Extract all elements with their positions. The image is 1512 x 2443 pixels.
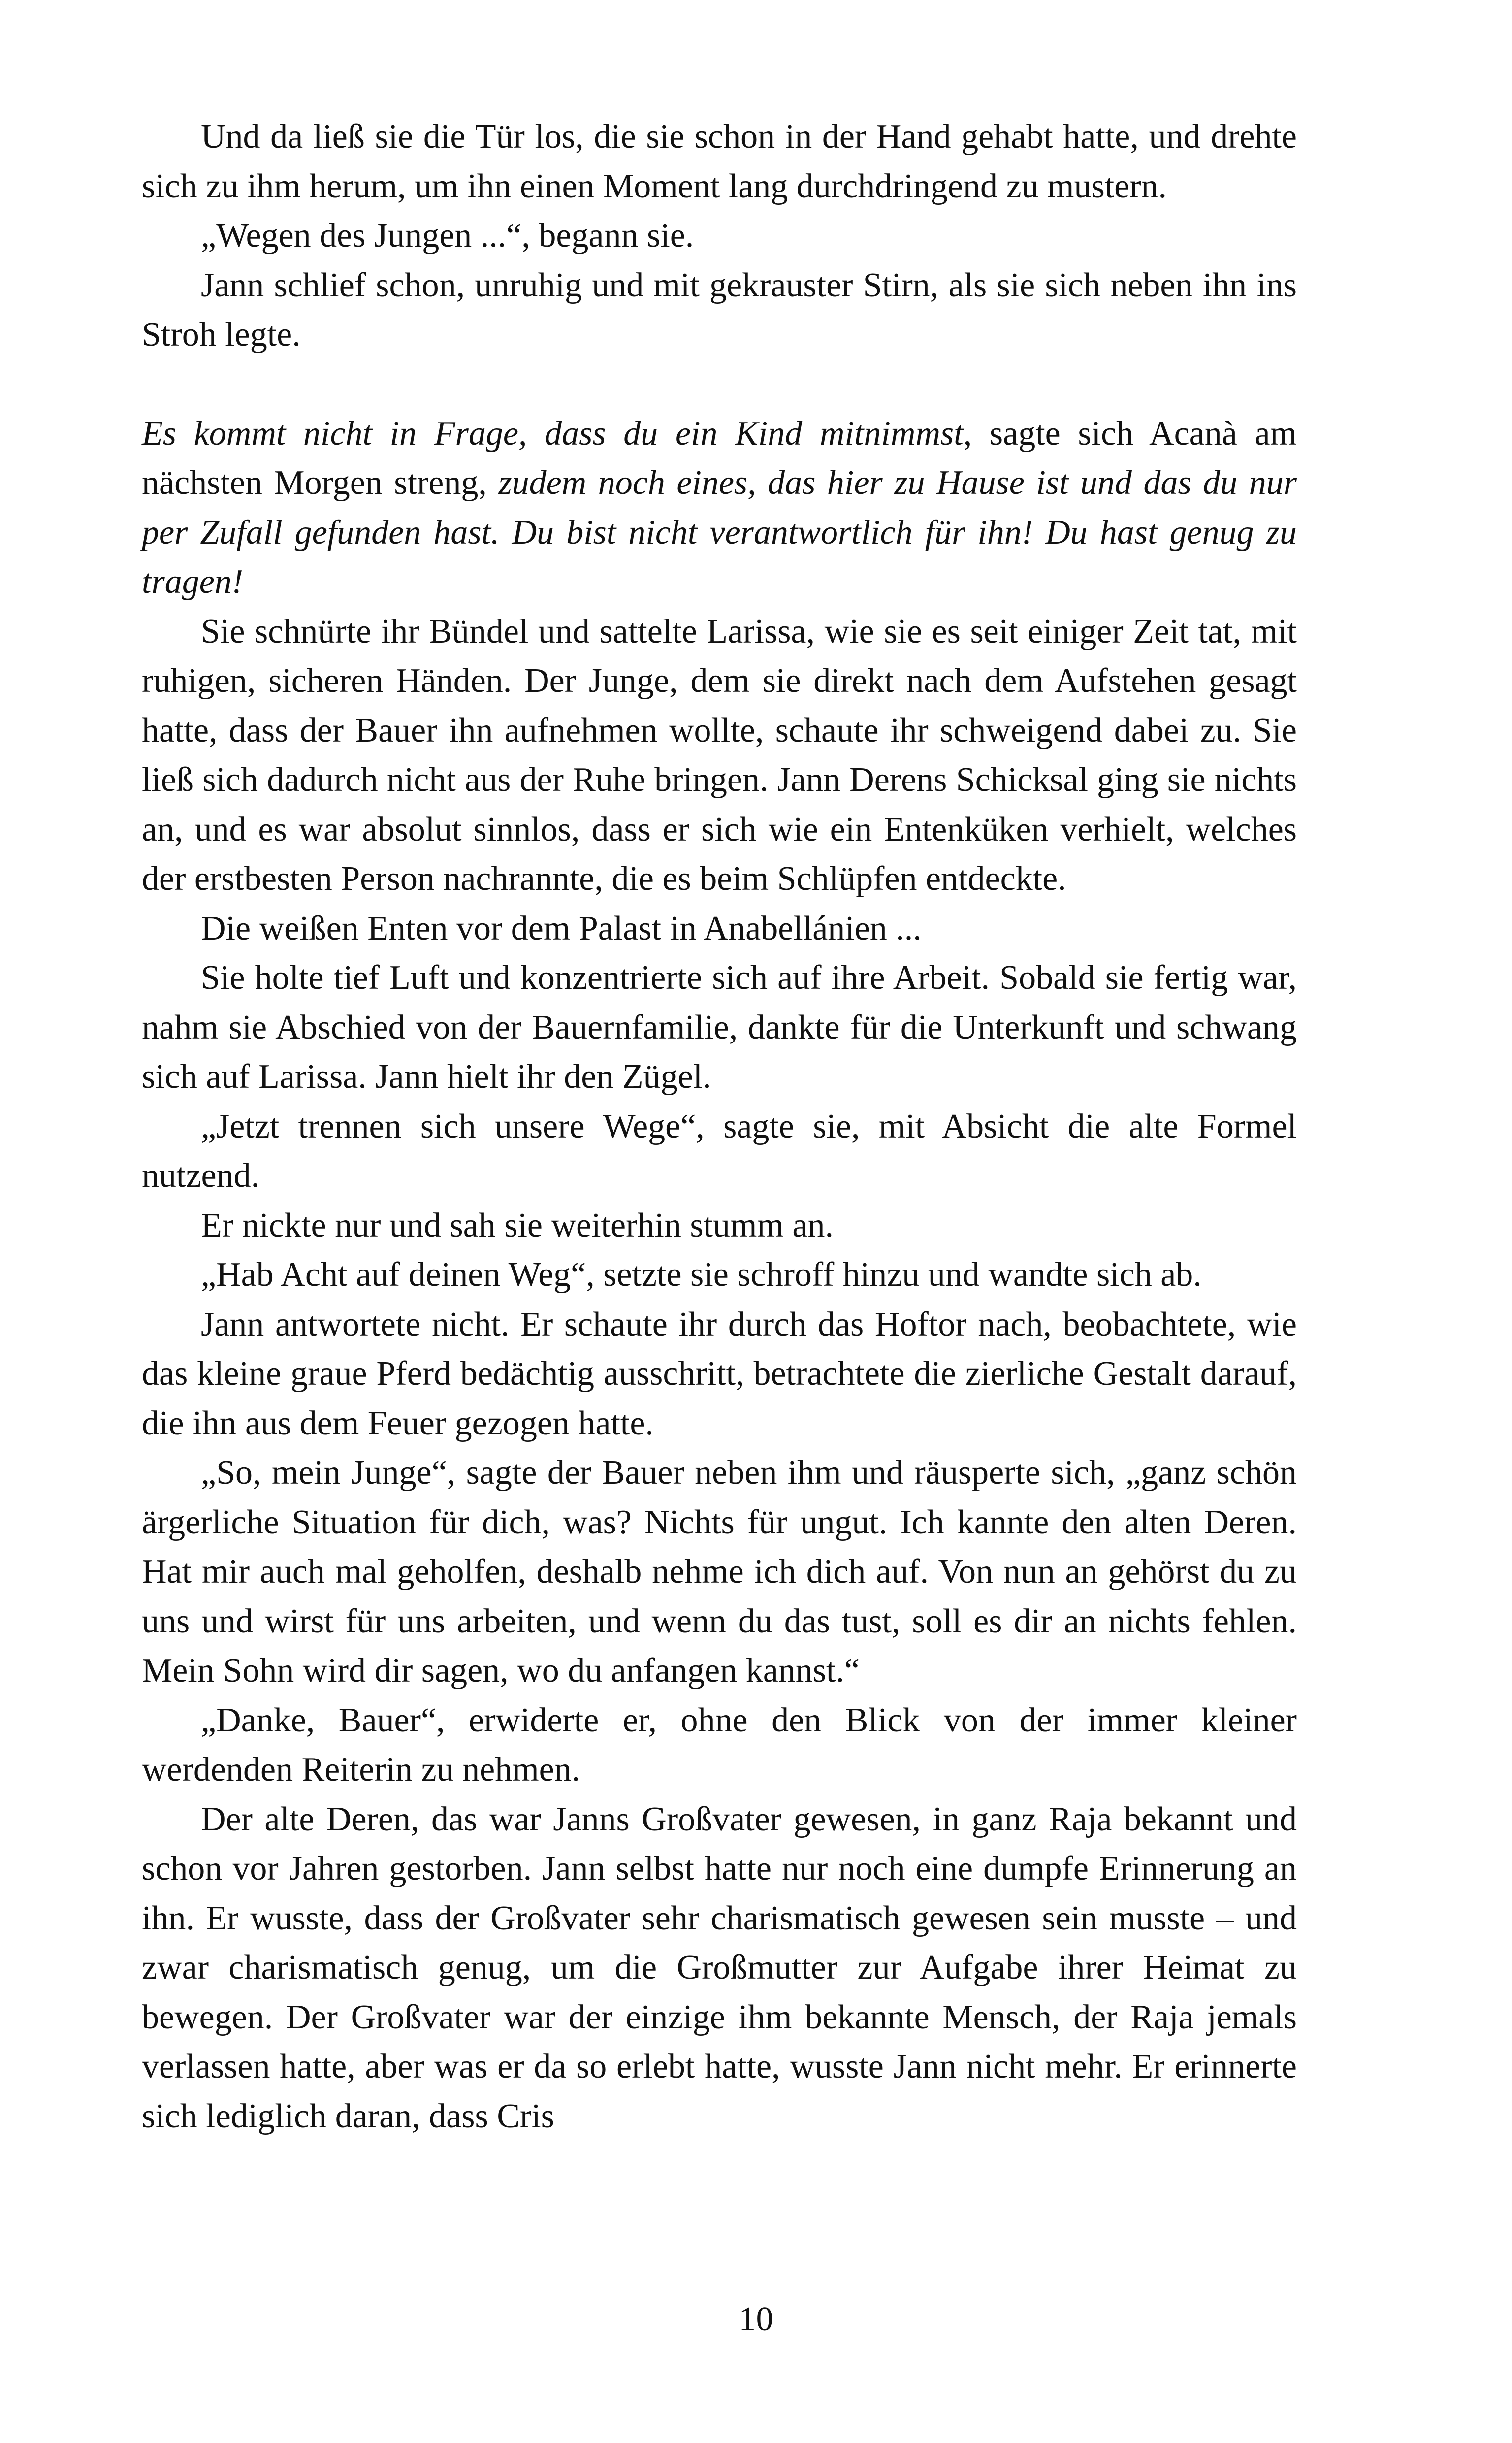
inner-thought-italic: Es kommt nicht in Frage, dass du ein Kind mitnimmst bbox=[142, 414, 964, 453]
paragraph: Sie holte tief Luft und konzentrierte sich auf ihre Arbeit. Sobald sie fertig war, nahm sie Abschied von der Bauernfamilie, dankte für die Unterkunft und schwang sich auf Larissa. Jann hielt ihr den Zügel. bbox=[142, 959, 1297, 1096]
paragraph: „Jetzt trennen sich unsere Wege“, sagte sie, mit Absicht die alte Formel nutzend. bbox=[142, 1107, 1297, 1195]
paragraph: „Hab Acht auf deinen Weg“, setzte sie schroff hinzu und wandte sich ab. bbox=[201, 1256, 1202, 1294]
paragraph: Die weißen Enten vor dem Palast in Anabellánien ... bbox=[201, 909, 922, 947]
page-number: 10 bbox=[739, 2300, 773, 2338]
paragraph: „So, mein Junge“, sagte der Bauer neben ihm und räusperte sich, „ganz schön ärgerliche Situation für dich, was? Nichts für ungut. Ich kannte den alten Deren. Hat mir auch mal geholfen, deshalb nehme ich dich auf. Von nun an gehörst du zu uns und wirst für uns arbeiten, und wenn du das tust, soll es dir an nichts fehlen. Mein Sohn wird dir sagen, wo du anfangen kannst.“ bbox=[142, 1454, 1297, 1690]
paragraph: „Danke, Bauer“, erwiderte er, ohne den Blick von der immer kleiner werdenden Reiterin zu nehmen. bbox=[142, 1701, 1297, 1789]
paragraph: „Wegen des Jungen ...“, begann sie. bbox=[201, 217, 694, 255]
paragraph-section-start bbox=[142, 409, 1297, 607]
narration-text: , sagte sich Acanà am nächsten Morgen streng, bbox=[142, 414, 1297, 502]
paragraph: Er nickte nur und sah sie weiterhin stumm an. bbox=[201, 1206, 834, 1244]
body-text bbox=[142, 112, 1297, 2141]
paragraph: Und da ließ sie die Tür los, die sie schon in der Hand gehabt hatte, und drehte sich zu ihm herum, um ihn einen Moment lang durchdringend zu mustern. bbox=[142, 118, 1297, 205]
inner-thought-italic: zudem noch eines, das hier zu Hause ist und das du nur per Zufall gefunden hast. Du bist nicht verantwortlich für ihn! Du hast genug zu tragen! bbox=[142, 464, 1297, 601]
paragraph: Der alte Deren, das war Janns Großvater gewesen, in ganz Raja bekannt und schon vor Jahren gestorben. Jann selbst hatte nur noch eine dumpfe Erinnerung an ihn. Er wusste, dass der Großvater sehr charismatisch gewesen sein musste – und zwar charismatisch genug, um die Großmutter zur Aufgabe ihrer Heimat zu bewegen. Der Großvater war der einzige ihm bekannte Mensch, der Raja jemals verlassen hatte, aber was er da so erlebt hatte, wusste Jann nicht mehr. Er erinnerte sich lediglich daran, dass Cris bbox=[142, 1800, 1297, 2135]
paragraph: Jann schlief schon, unruhig und mit gekrauster Stirn, als sie sich neben ihn ins Stroh legte. bbox=[142, 266, 1297, 354]
paragraph: Jann antwortete nicht. Er schaute ihr durch das Hoftor nach, beobachtete, wie das kleine graue Pferd bedächtig ausschritt, betrachtete die zierliche Gestalt darauf, die ihn aus dem Feuer gezogen hatte. bbox=[142, 1305, 1297, 1442]
paragraph: Sie schnürte ihr Bündel und sattelte Larissa, wie sie es seit einiger Zeit tat, mit ruhigen, sicheren Händen. Der Junge, dem sie direkt nach dem Aufstehen gesagt hatte, dass der Bauer ihn aufnehmen wollte, schaute ihr schweigend dabei zu. Sie ließ sich dadurch nicht aus der Ruhe bringen. Jann Derens Schicksal ging sie nichts an, und es war absolut sinnlos, dass er sich wie ein Entenküken verhielt, welches der erstbesten Person nachrannte, die es beim Schlüpfen entdeckte. bbox=[142, 612, 1297, 898]
